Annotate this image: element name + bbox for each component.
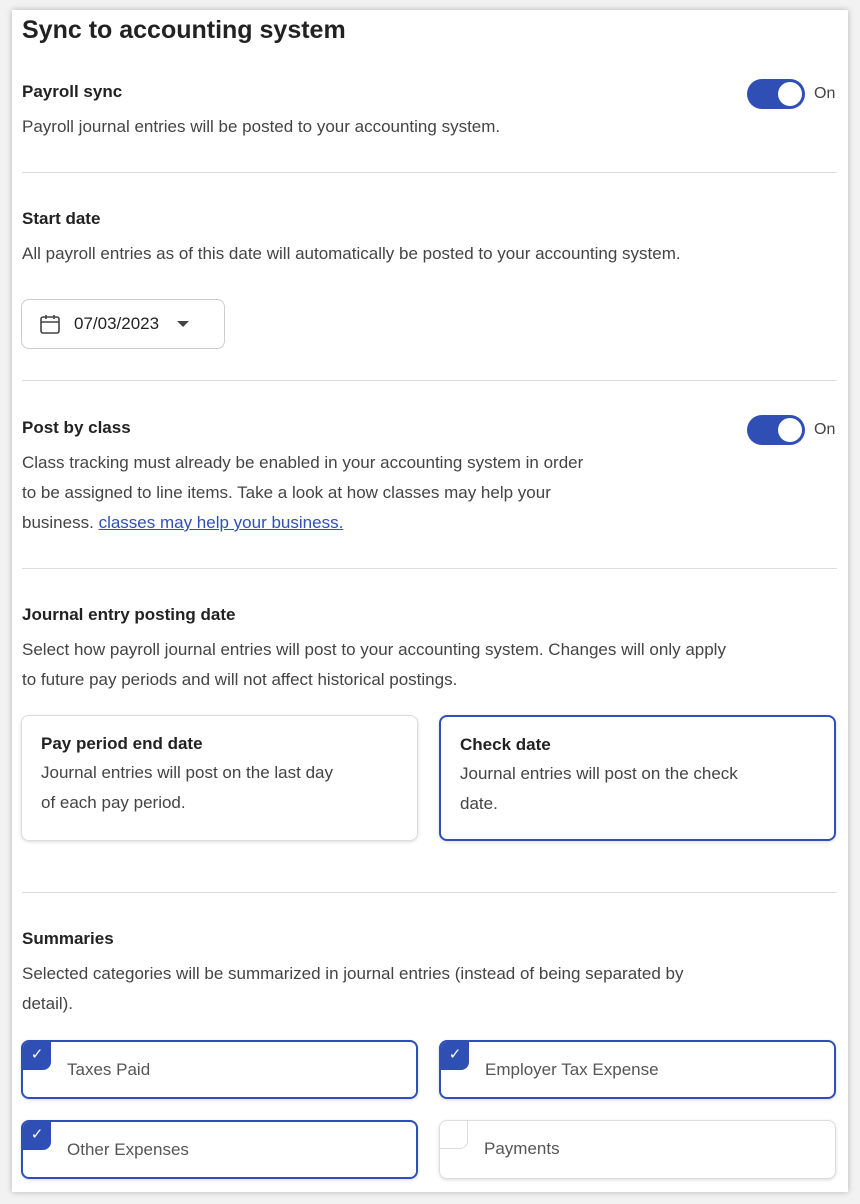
option-title: Check date [460, 735, 551, 754]
check-icon: ✓ [441, 1042, 469, 1070]
payroll-sync-toggle[interactable] [747, 79, 805, 109]
description-line: Select how payroll journal entries will post to your accounting system. Changes will only apply [22, 640, 726, 659]
checkbox-label: Taxes Paid [67, 1060, 151, 1079]
payroll-sync-label: Payroll sync [22, 82, 123, 101]
divider [22, 172, 837, 173]
description-line: to be assigned to line items. Take a look at how classes may help your [22, 483, 551, 502]
start-date-value: 07/03/2023 [74, 314, 160, 333]
description-line: to future pay periods and will not affect historical postings. [22, 670, 458, 689]
chevron-down-icon [177, 321, 189, 327]
summaries-description [22, 959, 683, 1019]
divider [22, 568, 837, 569]
sync-settings-panel [12, 10, 848, 1192]
option-description: of each pay period. [41, 793, 186, 812]
journal-posting-date-label: Journal entry posting date [22, 605, 236, 624]
checkbox-taxes-paid[interactable] [21, 1040, 418, 1099]
description-line: Selected categories will be summarized in journal entries (instead of being separated by [22, 964, 684, 983]
option-description: date. [460, 794, 498, 813]
divider [22, 380, 837, 381]
post-by-class-state: On [814, 421, 836, 438]
description-line: Class tracking must already be enabled in your accounting system in order [22, 453, 584, 472]
post-by-class-toggle[interactable] [747, 415, 805, 445]
classes-help-link[interactable]: classes may help your business. [98, 513, 344, 532]
description-line: detail). [22, 994, 74, 1013]
check-icon: ✓ [23, 1122, 51, 1150]
payroll-sync-state: On [814, 85, 836, 102]
divider [22, 892, 837, 893]
option-check-date[interactable] [439, 715, 836, 841]
start-date-description: All payroll entries as of this date will automatically be posted to your accounting system. [22, 244, 681, 263]
description-line: business. [22, 513, 94, 532]
checkbox-other-expenses[interactable] [21, 1120, 418, 1179]
payroll-sync-description: Payroll journal entries will be posted to your accounting system. [22, 117, 501, 136]
checkbox-employer-tax-expense[interactable] [439, 1040, 836, 1099]
page-title: Sync to accounting system [22, 16, 346, 44]
option-description: Journal entries will post on the last day [41, 763, 333, 782]
start-date-picker[interactable] [21, 299, 225, 349]
summaries-label: Summaries [22, 929, 114, 948]
checkbox-label: Other Expenses [67, 1140, 189, 1159]
checkbox-label: Payments [484, 1139, 560, 1158]
option-title: Pay period end date [41, 734, 203, 753]
checkbox-label: Employer Tax Expense [485, 1060, 659, 1079]
option-pay-period-end-date[interactable] [21, 715, 418, 841]
calendar-icon [38, 312, 62, 336]
checkbox-payments[interactable] [439, 1120, 836, 1179]
check-icon: ✓ [23, 1042, 51, 1070]
journal-posting-date-description [22, 635, 726, 695]
post-by-class-label: Post by class [22, 418, 131, 437]
checkbox-empty-icon [440, 1121, 468, 1149]
start-date-label: Start date [22, 209, 101, 228]
option-description: Journal entries will post on the check [460, 764, 738, 783]
post-by-class-description [22, 448, 583, 538]
